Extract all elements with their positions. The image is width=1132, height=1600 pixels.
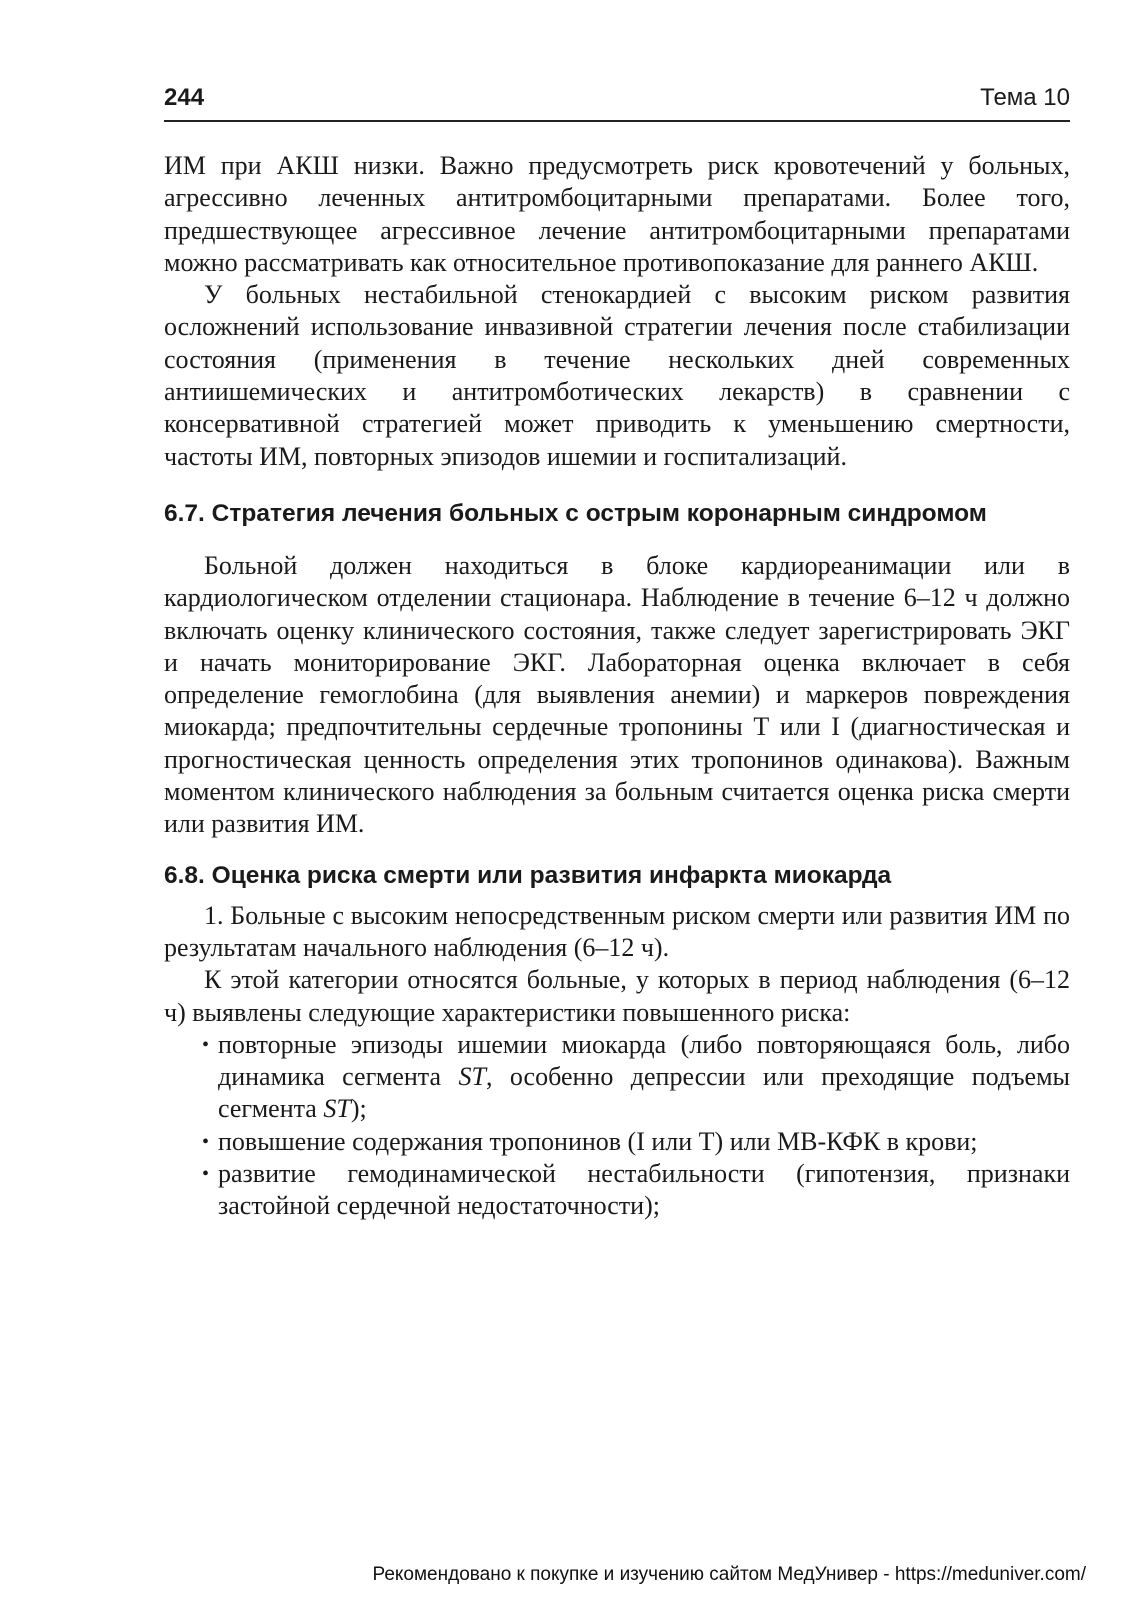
- section-6-7-paragraph: Больной должен находиться в блоке кардиореанимации или в кардиологическом отделении стационара. Наблюдение в течение 6–12 ч должно включать оценку клинического состояния, также следует зарегистрировать ЭКГ и начать мониторирование ЭКГ. Лабораторная оценка включает в себя определение гемоглобина (для выявления анемии) и маркеров повреждения миокарда; предпочтительны сердечные тропонины Т или I (диагностическая и прогностическая ценность определения этих тропонинов одинакова). Важным моментом клинического наблюдения за больным считается оценка риска смерти или развития ИМ.: [164, 550, 1070, 839]
- intro-paragraph-1: ИМ при АКШ низки. Важно предусмотреть риск кровотечений у больных, агрессивно леченных антитромбоцитарными препаратами. Более того, предшествующее агрессивное лечение антитромбоцитарными препаратами можно рассматривать как относительное противопоказание для раннего АКШ.: [164, 151, 1070, 277]
- list-item-text-middle: , особенно депрессии или преходящие подъемы сегмента: [218, 1062, 1070, 1124]
- running-title: Тема 10: [980, 84, 1070, 111]
- page-header: [164, 84, 1070, 122]
- bullet-icon: •: [202, 1033, 210, 1056]
- list-item-text-end: );: [350, 1094, 367, 1124]
- list-item: [164, 1158, 1070, 1223]
- st-segment-label: ST: [323, 1094, 351, 1124]
- page-number: 244: [164, 84, 205, 111]
- bullet-icon: •: [202, 1130, 210, 1153]
- list-item-text-start: повторные эпизоды ишемии миокарда (либо повторяющаяся боль, либо динамика сегмента: [218, 1029, 1070, 1092]
- list-item: [164, 1029, 1070, 1126]
- section-6-8-heading: 6.8. Оценка риска смерти или развития инфаркта миокарда: [164, 861, 892, 889]
- list-item: [164, 1126, 1070, 1158]
- section-6-8-paragraph-2: К этой категории относятся больные, у которых в период наблюдения (6–12 ч) выявлены следующие характеристики повышенного риска:: [164, 965, 1070, 1027]
- list-item-text: повышение содержания тропонинов (I или Т) или МВ-КФК в крови;: [218, 1126, 978, 1156]
- st-segment-label: ST: [458, 1062, 486, 1092]
- section-6-8-paragraph-1: 1. Больные с высоким непосредственным риском смерти или развития ИМ по результатам начального наблюдения (6–12 ч).: [164, 900, 1070, 962]
- page-body: [164, 150, 1070, 1223]
- list-item-text: развитие гемодинамической нестабильности (гипотензия, признаки застойной сердечной недостаточности);: [218, 1159, 1070, 1221]
- bullet-icon: •: [202, 1163, 210, 1186]
- footer-recommendation: Рекомендовано к покупке и изучению сайтом МедУнивер - https://meduniver.com/: [372, 1564, 1086, 1585]
- section-6-7-heading: 6.7. Стратегия лечения больных с острым коронарным синдромом: [164, 499, 987, 527]
- risk-characteristics-list: [164, 1029, 1070, 1223]
- intro-paragraph-2: У больных нестабильной стенокардией с высоким риском развития осложнений использование инвазивной стратегии лечения после стабилизации состояния (применения в течение нескольких дней современных антиишемических и антитромботических лекарств) в сравнении с консервативной стратегией может приводить к уменьшению смертности, частоты ИМ, повторных эпизодов ишемии и госпитализаций.: [164, 280, 1070, 471]
